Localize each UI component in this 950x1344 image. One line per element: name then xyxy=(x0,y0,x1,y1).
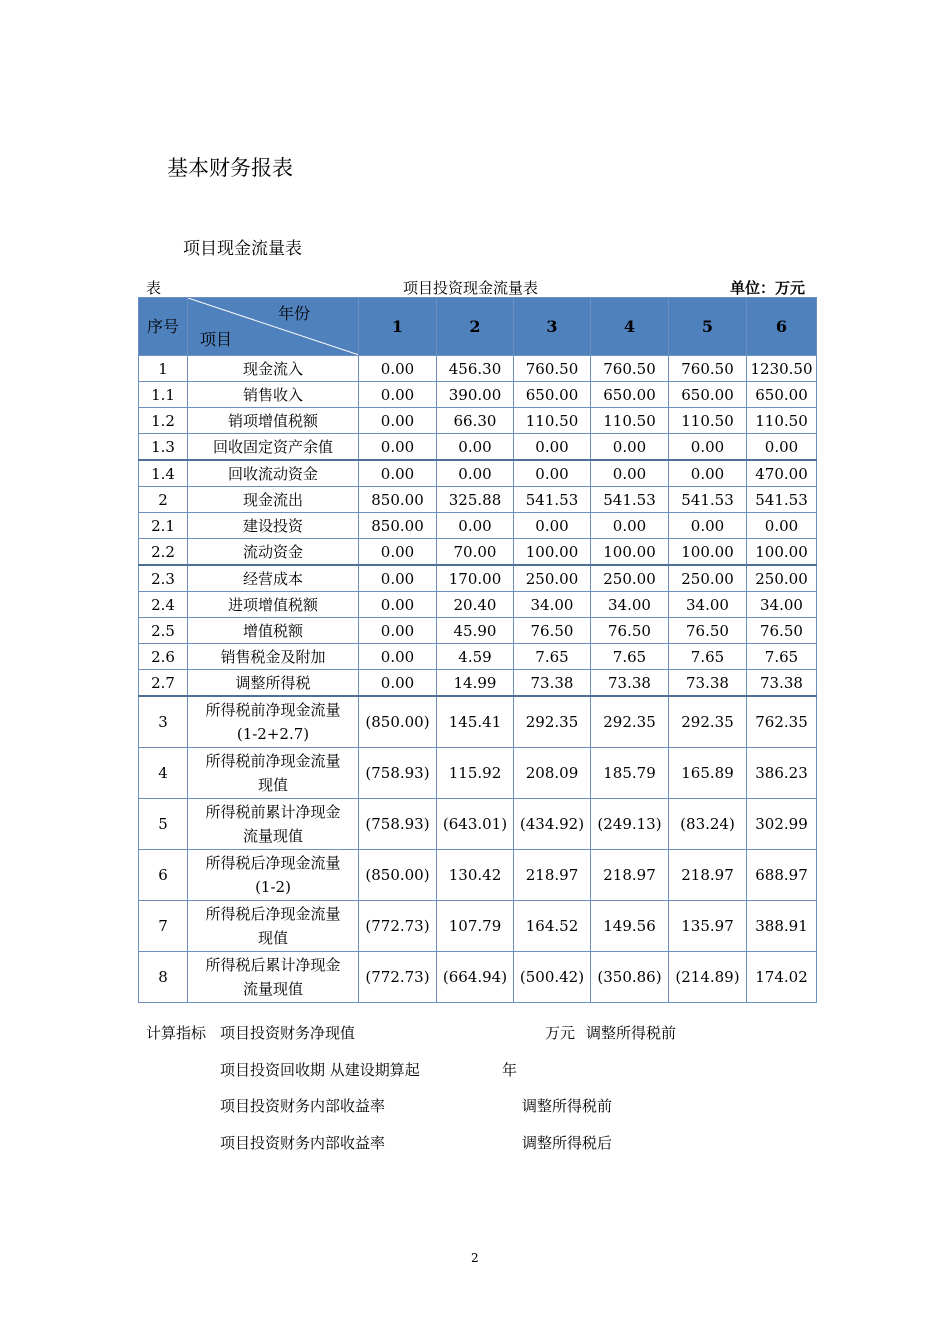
indicator-name: 项目投资财务内部收益率 xyxy=(220,1134,386,1152)
table-row xyxy=(139,460,817,487)
table-caption-unit: 单位：万元 xyxy=(730,279,806,297)
row-seq: 8 xyxy=(139,952,188,1003)
row-value: 388.91 xyxy=(747,901,817,952)
indicator-name: 项目投资财务内部收益率 xyxy=(220,1097,386,1115)
row-value: 650.00 xyxy=(747,382,817,408)
indicators-label: 计算指标 xyxy=(146,1024,207,1042)
table-row xyxy=(139,565,817,592)
row-value: 76.50 xyxy=(514,618,591,644)
row-value: 0.00 xyxy=(747,434,817,461)
row-value: 762.35 xyxy=(747,696,817,748)
row-value: 650.00 xyxy=(591,382,669,408)
table-row xyxy=(139,670,817,697)
row-value: 110.50 xyxy=(591,408,669,434)
table-row xyxy=(139,382,817,408)
row-value: 292.35 xyxy=(669,696,747,748)
row-item: 所得税后累计净现金流量现值 xyxy=(188,952,359,1003)
header-year-6: 6 xyxy=(747,298,817,356)
row-value: (758.93) xyxy=(359,748,437,799)
row-seq: 2.2 xyxy=(139,539,188,566)
row-value: 0.00 xyxy=(359,356,437,382)
row-value: 0.00 xyxy=(359,382,437,408)
header-year-3: 3 xyxy=(514,298,591,356)
row-value: 4.59 xyxy=(437,644,514,670)
row-value: 541.53 xyxy=(591,487,669,513)
row-value: 0.00 xyxy=(359,565,437,592)
row-value: 0.00 xyxy=(437,460,514,487)
row-value: (249.13) xyxy=(591,799,669,850)
row-value: 0.00 xyxy=(359,592,437,618)
row-value: 850.00 xyxy=(359,513,437,539)
row-item: 现金流入 xyxy=(188,356,359,382)
indicator-name: 项目投资回收期 从建设期算起 xyxy=(220,1061,420,1079)
row-value: (772.73) xyxy=(359,952,437,1003)
table-caption-label: 表 xyxy=(146,279,162,297)
row-value: 170.00 xyxy=(437,565,514,592)
indicator-note: 调整所得税前 xyxy=(522,1097,613,1115)
row-value: (850.00) xyxy=(359,850,437,901)
row-value: (772.73) xyxy=(359,901,437,952)
table-row xyxy=(139,539,817,566)
table-row xyxy=(139,748,817,799)
row-value: 218.97 xyxy=(514,850,591,901)
row-value: 70.00 xyxy=(437,539,514,566)
row-value: 0.00 xyxy=(591,434,669,461)
row-value: (500.42) xyxy=(514,952,591,1003)
row-item: 回收固定资产余值 xyxy=(188,434,359,461)
row-value: (758.93) xyxy=(359,799,437,850)
row-value: 185.79 xyxy=(591,748,669,799)
indicator-name: 项目投资财务净现值 xyxy=(220,1024,356,1042)
indicator-unit: 年 xyxy=(502,1061,518,1079)
row-value: 34.00 xyxy=(747,592,817,618)
row-item: 所得税后净现金流量(1-2) xyxy=(188,850,359,901)
table-row xyxy=(139,799,817,850)
row-value: 14.99 xyxy=(437,670,514,697)
row-item: 调整所得税 xyxy=(188,670,359,697)
row-seq: 1.2 xyxy=(139,408,188,434)
row-value: 164.52 xyxy=(514,901,591,952)
row-value: 100.00 xyxy=(669,539,747,566)
row-value: 390.00 xyxy=(437,382,514,408)
row-value: 130.42 xyxy=(437,850,514,901)
row-value: 0.00 xyxy=(359,618,437,644)
row-value: (434.92) xyxy=(514,799,591,850)
row-value: 76.50 xyxy=(669,618,747,644)
table-row xyxy=(139,644,817,670)
row-value: 73.38 xyxy=(514,670,591,697)
row-value: 7.65 xyxy=(591,644,669,670)
row-seq: 5 xyxy=(139,799,188,850)
row-value: 100.00 xyxy=(591,539,669,566)
row-value: 115.92 xyxy=(437,748,514,799)
row-seq: 7 xyxy=(139,901,188,952)
header-diagonal-cell xyxy=(188,298,359,356)
row-item: 进项增值税额 xyxy=(188,592,359,618)
row-value: 850.00 xyxy=(359,487,437,513)
row-value: 0.00 xyxy=(591,513,669,539)
table-row xyxy=(139,356,817,382)
row-seq: 3 xyxy=(139,696,188,748)
header-year: 年份 xyxy=(278,304,311,323)
row-value: 650.00 xyxy=(514,382,591,408)
row-value: 0.00 xyxy=(359,408,437,434)
row-value: (643.01) xyxy=(437,799,514,850)
row-value: 688.97 xyxy=(747,850,817,901)
row-seq: 4 xyxy=(139,748,188,799)
row-seq: 1.1 xyxy=(139,382,188,408)
row-value: 541.53 xyxy=(669,487,747,513)
row-value: 0.00 xyxy=(359,670,437,697)
table-row xyxy=(139,592,817,618)
indicator-note: 调整所得税后 xyxy=(522,1134,613,1152)
row-seq: 2 xyxy=(139,487,188,513)
row-item: 所得税前累计净现金流量现值 xyxy=(188,799,359,850)
row-value: 100.00 xyxy=(747,539,817,566)
row-item: 回收流动资金 xyxy=(188,460,359,487)
row-item: 销售税金及附加 xyxy=(188,644,359,670)
header-item: 项目 xyxy=(200,330,233,349)
row-value: 76.50 xyxy=(747,618,817,644)
row-value: 470.00 xyxy=(747,460,817,487)
row-value: 110.50 xyxy=(669,408,747,434)
row-value: 1230.50 xyxy=(747,356,817,382)
row-value: 218.97 xyxy=(591,850,669,901)
indicator-unit: 万元 xyxy=(545,1024,576,1042)
row-value: 292.35 xyxy=(591,696,669,748)
table-row xyxy=(139,952,817,1003)
row-value: 0.00 xyxy=(437,434,514,461)
row-value: 7.65 xyxy=(514,644,591,670)
row-value: 250.00 xyxy=(669,565,747,592)
row-value: 110.50 xyxy=(747,408,817,434)
row-value: 302.99 xyxy=(747,799,817,850)
row-value: 0.00 xyxy=(514,434,591,461)
row-seq: 2.5 xyxy=(139,618,188,644)
row-value: 45.90 xyxy=(437,618,514,644)
row-value: (664.94) xyxy=(437,952,514,1003)
row-value: 208.09 xyxy=(514,748,591,799)
row-value: 135.97 xyxy=(669,901,747,952)
cash-flow-table xyxy=(138,297,817,1003)
row-value: 250.00 xyxy=(591,565,669,592)
row-value: 250.00 xyxy=(747,565,817,592)
row-seq: 2.4 xyxy=(139,592,188,618)
table-row xyxy=(139,696,817,748)
row-item: 增值税额 xyxy=(188,618,359,644)
row-value: 0.00 xyxy=(359,434,437,461)
row-value: 73.38 xyxy=(591,670,669,697)
row-value: 73.38 xyxy=(669,670,747,697)
row-value: 34.00 xyxy=(514,592,591,618)
header-year-2: 2 xyxy=(437,298,514,356)
row-item: 销售收入 xyxy=(188,382,359,408)
row-item: 销项增值税额 xyxy=(188,408,359,434)
row-value: 0.00 xyxy=(669,513,747,539)
row-value: 541.53 xyxy=(747,487,817,513)
row-value: 0.00 xyxy=(591,460,669,487)
row-value: 541.53 xyxy=(514,487,591,513)
header-year-1: 1 xyxy=(359,298,437,356)
row-value: 650.00 xyxy=(669,382,747,408)
row-item: 所得税后净现金流量现值 xyxy=(188,901,359,952)
row-value: (214.89) xyxy=(669,952,747,1003)
row-seq: 1.3 xyxy=(139,434,188,461)
header-seq: 序号 xyxy=(139,298,188,356)
row-value: 100.00 xyxy=(514,539,591,566)
page-number: 2 xyxy=(471,1251,479,1265)
row-value: 149.56 xyxy=(591,901,669,952)
row-value: 760.50 xyxy=(591,356,669,382)
table-row xyxy=(139,618,817,644)
row-item: 经营成本 xyxy=(188,565,359,592)
row-seq: 6 xyxy=(139,850,188,901)
table-row xyxy=(139,487,817,513)
row-value: 107.79 xyxy=(437,901,514,952)
row-item: 建设投资 xyxy=(188,513,359,539)
row-value: 0.00 xyxy=(437,513,514,539)
row-item: 流动资金 xyxy=(188,539,359,566)
row-value: 0.00 xyxy=(514,513,591,539)
header-year-4: 4 xyxy=(591,298,669,356)
row-value: 165.89 xyxy=(669,748,747,799)
table-row xyxy=(139,901,817,952)
row-value: 456.30 xyxy=(437,356,514,382)
page-heading: 基本财务报表 xyxy=(167,156,293,180)
table-row xyxy=(139,434,817,461)
row-value: 760.50 xyxy=(514,356,591,382)
row-value: 292.35 xyxy=(514,696,591,748)
row-value: (850.00) xyxy=(359,696,437,748)
row-seq: 2.7 xyxy=(139,670,188,697)
row-seq: 2.3 xyxy=(139,565,188,592)
row-value: 110.50 xyxy=(514,408,591,434)
row-value: 34.00 xyxy=(669,592,747,618)
row-value: 76.50 xyxy=(591,618,669,644)
row-value: 0.00 xyxy=(669,434,747,461)
row-value: 0.00 xyxy=(747,513,817,539)
table-caption-title: 项目投资现金流量表 xyxy=(403,279,539,297)
row-value: (350.86) xyxy=(591,952,669,1003)
row-value: 66.30 xyxy=(437,408,514,434)
row-item: 现金流出 xyxy=(188,487,359,513)
header-year-5: 5 xyxy=(669,298,747,356)
row-value: 0.00 xyxy=(359,644,437,670)
table-row xyxy=(139,408,817,434)
row-value: 760.50 xyxy=(669,356,747,382)
row-value: 0.00 xyxy=(359,460,437,487)
row-seq: 1 xyxy=(139,356,188,382)
row-value: 0.00 xyxy=(359,539,437,566)
row-value: 0.00 xyxy=(669,460,747,487)
row-value: (83.24) xyxy=(669,799,747,850)
row-item: 所得税前净现金流量(1-2+2.7) xyxy=(188,696,359,748)
row-value: 0.00 xyxy=(514,460,591,487)
section-heading: 项目现金流量表 xyxy=(183,239,302,259)
indicator-note: 调整所得税前 xyxy=(586,1024,677,1042)
row-value: 174.02 xyxy=(747,952,817,1003)
row-seq: 1.4 xyxy=(139,460,188,487)
row-value: 325.88 xyxy=(437,487,514,513)
row-value: 73.38 xyxy=(747,670,817,697)
table-row xyxy=(139,850,817,901)
row-value: 218.97 xyxy=(669,850,747,901)
row-item: 所得税前净现金流量现值 xyxy=(188,748,359,799)
row-value: 250.00 xyxy=(514,565,591,592)
row-value: 20.40 xyxy=(437,592,514,618)
row-value: 7.65 xyxy=(747,644,817,670)
row-value: 7.65 xyxy=(669,644,747,670)
row-value: 386.23 xyxy=(747,748,817,799)
row-value: 34.00 xyxy=(591,592,669,618)
table-header-row xyxy=(139,298,817,356)
row-seq: 2.1 xyxy=(139,513,188,539)
table-row xyxy=(139,513,817,539)
row-seq: 2.6 xyxy=(139,644,188,670)
row-value: 145.41 xyxy=(437,696,514,748)
